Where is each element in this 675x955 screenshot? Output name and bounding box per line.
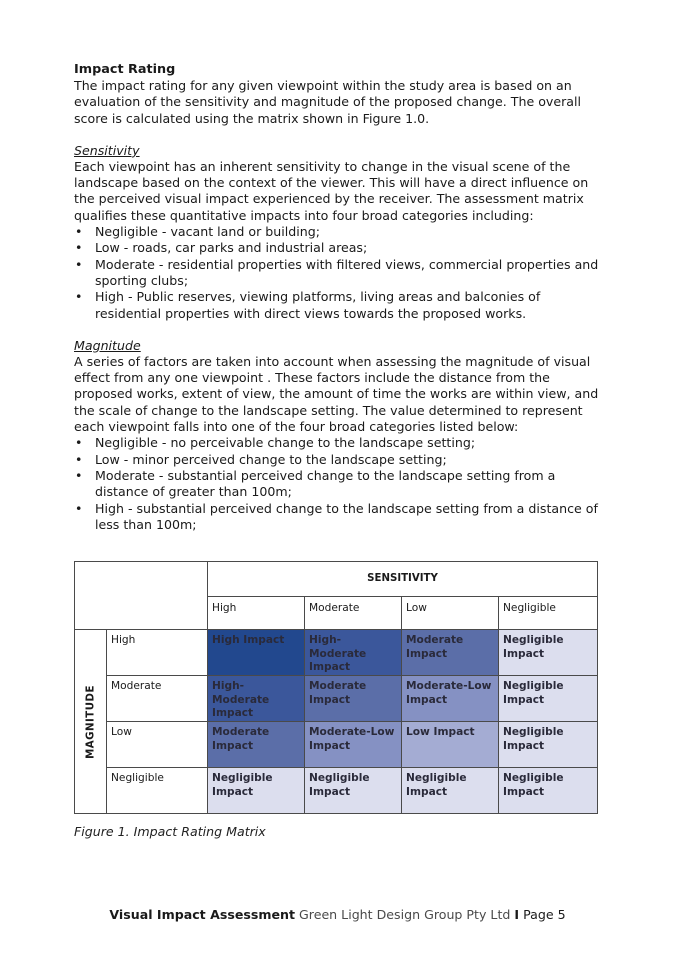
magnitude-heading: Magnitude: [74, 337, 141, 353]
row-header-negligible: Negligible: [107, 768, 208, 814]
impact-rating-heading: Impact Rating: [74, 62, 176, 77]
list-item: • Low - minor perceived change to the landscape setting;: [75, 451, 447, 467]
table-row: [75, 676, 598, 722]
magnitude-axis-label: MAGNITUDE: [84, 684, 96, 759]
impact-rating-matrix: [74, 561, 598, 814]
sensitivity-heading: Sensitivity: [74, 142, 140, 158]
sensitivity-paragraph: Each viewpoint has an inherent sensitivity to change in the visual scene of the landscape based on the context of the viewer. This will have a direct influence on the perceived visual impact experienced by the receiver. The assessment matrix qualifies these quantitative impacts into four broad categories including:: [74, 158, 589, 223]
matrix-cell: High Impact: [208, 630, 305, 676]
sensitivity-list: [74, 224, 604, 322]
column-header-high: High: [208, 597, 305, 630]
table-row: [75, 630, 598, 676]
matrix-cell: Low Impact: [402, 722, 499, 768]
matrix-cell: Moderate Impact: [402, 630, 499, 676]
footer-separator: I: [514, 907, 520, 922]
column-header-negligible: Negligible: [499, 597, 598, 630]
matrix-cell: High-Moderate Impact: [305, 630, 402, 676]
footer-title: Visual Impact Assessment: [109, 907, 296, 922]
list-item: • High - substantial perceived change to the landscape setting from a distance of less than 100m;: [75, 500, 598, 532]
row-header-low: Low: [107, 722, 208, 768]
column-header-moderate: Moderate: [305, 597, 402, 630]
bullet-icon: •: [75, 289, 83, 305]
row-header-high: High: [107, 630, 208, 676]
column-header-low: Low: [402, 597, 499, 630]
magnitude-list: [74, 435, 604, 533]
document-body: [74, 62, 604, 533]
table-row: [75, 768, 598, 814]
matrix-corner: [75, 562, 208, 630]
footer-company: Green Light Design Group Pty Ltd: [299, 907, 511, 922]
list-item: • Moderate - residential properties with filtered views, commercial properties and sporting clubs;: [75, 256, 599, 288]
table-row: [75, 722, 598, 768]
matrix-cell: Negligible Impact: [305, 768, 402, 814]
sensitivity-axis-header: SENSITIVITY: [208, 562, 598, 597]
row-header-moderate: Moderate: [107, 676, 208, 722]
bullet-icon: •: [75, 256, 83, 272]
figure-caption: Figure 1. Impact Rating Matrix: [74, 824, 266, 839]
bullet-icon: •: [75, 224, 83, 240]
magnitude-paragraph: A series of factors are taken into account when assessing the magnitude of visual effect from any one viewpoint . These factors include the distance from the proposed works, extent of view, the amount of time the works are within view, and the scale of change to the landscape setting. The value determined to represent each viewpoint falls into one of the four broad categories listed below:: [74, 353, 599, 435]
bullet-icon: •: [75, 467, 83, 483]
matrix-cell: Moderate-Low Impact: [305, 722, 402, 768]
bullet-icon: •: [75, 451, 83, 467]
bullet-icon: •: [75, 500, 83, 516]
list-item: • High - Public reserves, viewing platforms, living areas and balconies of residential properties with direct views towards the proposed works.: [75, 289, 541, 321]
list-item: • Negligible - vacant land or building;: [75, 224, 320, 240]
page-footer: [0, 907, 675, 922]
list-item: • Negligible - no perceivable change to the landscape setting;: [75, 435, 476, 451]
matrix-cell: Negligible Impact: [208, 768, 305, 814]
matrix-cell: Negligible Impact: [499, 722, 598, 768]
matrix-cell: Negligible Impact: [499, 768, 598, 814]
matrix-cell: Moderate-Low Impact: [402, 676, 499, 722]
matrix-cell: High-Moderate Impact: [208, 676, 305, 722]
bullet-icon: •: [75, 435, 83, 451]
matrix-cell: Negligible Impact: [402, 768, 499, 814]
list-item: • Moderate - substantial perceived change to the landscape setting from a distance of greater than 100m;: [75, 467, 556, 500]
footer-page-number: Page 5: [523, 907, 566, 922]
list-item: • Low - roads, car parks and industrial areas;: [75, 240, 368, 256]
bullet-icon: •: [75, 240, 83, 256]
impact-rating-paragraph: The impact rating for any given viewpoint within the study area is based on an evaluation of the sensitivity and magnitude of the proposed change. The overall score is calculated using the matrix shown in Figure 1.0.: [74, 78, 582, 126]
matrix-cell: Negligible Impact: [499, 630, 598, 676]
matrix-cell: Moderate Impact: [305, 676, 402, 722]
matrix-cell: Negligible Impact: [499, 676, 598, 722]
matrix-cell: Moderate Impact: [208, 722, 305, 768]
magnitude-axis-header: [75, 630, 107, 814]
